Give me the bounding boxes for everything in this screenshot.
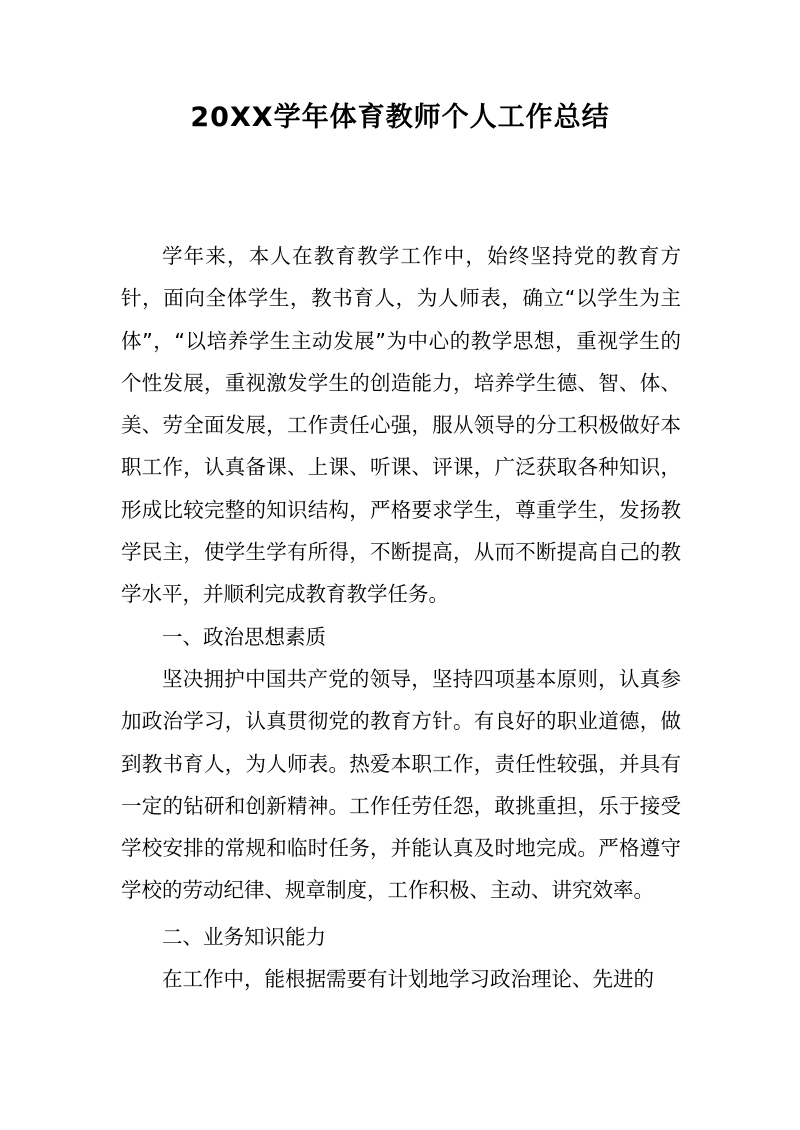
section-heading-political: 一、政治思想素质 (162, 624, 326, 649)
paragraph-political: 坚决拥护中国共产党的领导，坚持四项基本原则，认真参加政治学习，认真贯彻党的教育方针。有良好的职业道德，做到教书育人，为人师表。热爱本职工作，责任性较强，并具有一定的钻研和创新精神。工作任劳任怨，敢挑重担，乐于接受学校安排的常规和临时任务，并能认真及时地完成。严格遵守学校的劳动纪律、规章制度，工作积极、主动、讲究效率。 (121, 666, 681, 903)
paragraph-intro: 学年来，本人在教育教学工作中，始终坚持党的教育方针，面向全体学生，教书育人，为人师表，确立“以学生为主体”，“以培养学生主动发展”为中心的教学思想，重视学生的个性发展，重视激发学生的创造能力，培养学生德、智、体、美、劳全面发展，工作责任心强，服从领导的分工积极做好本职工作，认真备课、上课、听课、评课，广泛获取各种知识，形成比较完整的知识结构，严格要求学生，尊重学生，发扬教学民主，使学生学有所得，不断提高，从而不断提高自己的教学水平，并顺利完成教育教学任务。 (121, 244, 681, 607)
document-body (121, 235, 681, 1000)
paragraph-professional: 在工作中，能根据需要有计划地学习政治理论、先进的 (162, 967, 654, 992)
document-title: 20XX学年体育教师个人工作总结 (190, 102, 610, 133)
section-heading-professional: 二、业务知识能力 (162, 924, 326, 949)
